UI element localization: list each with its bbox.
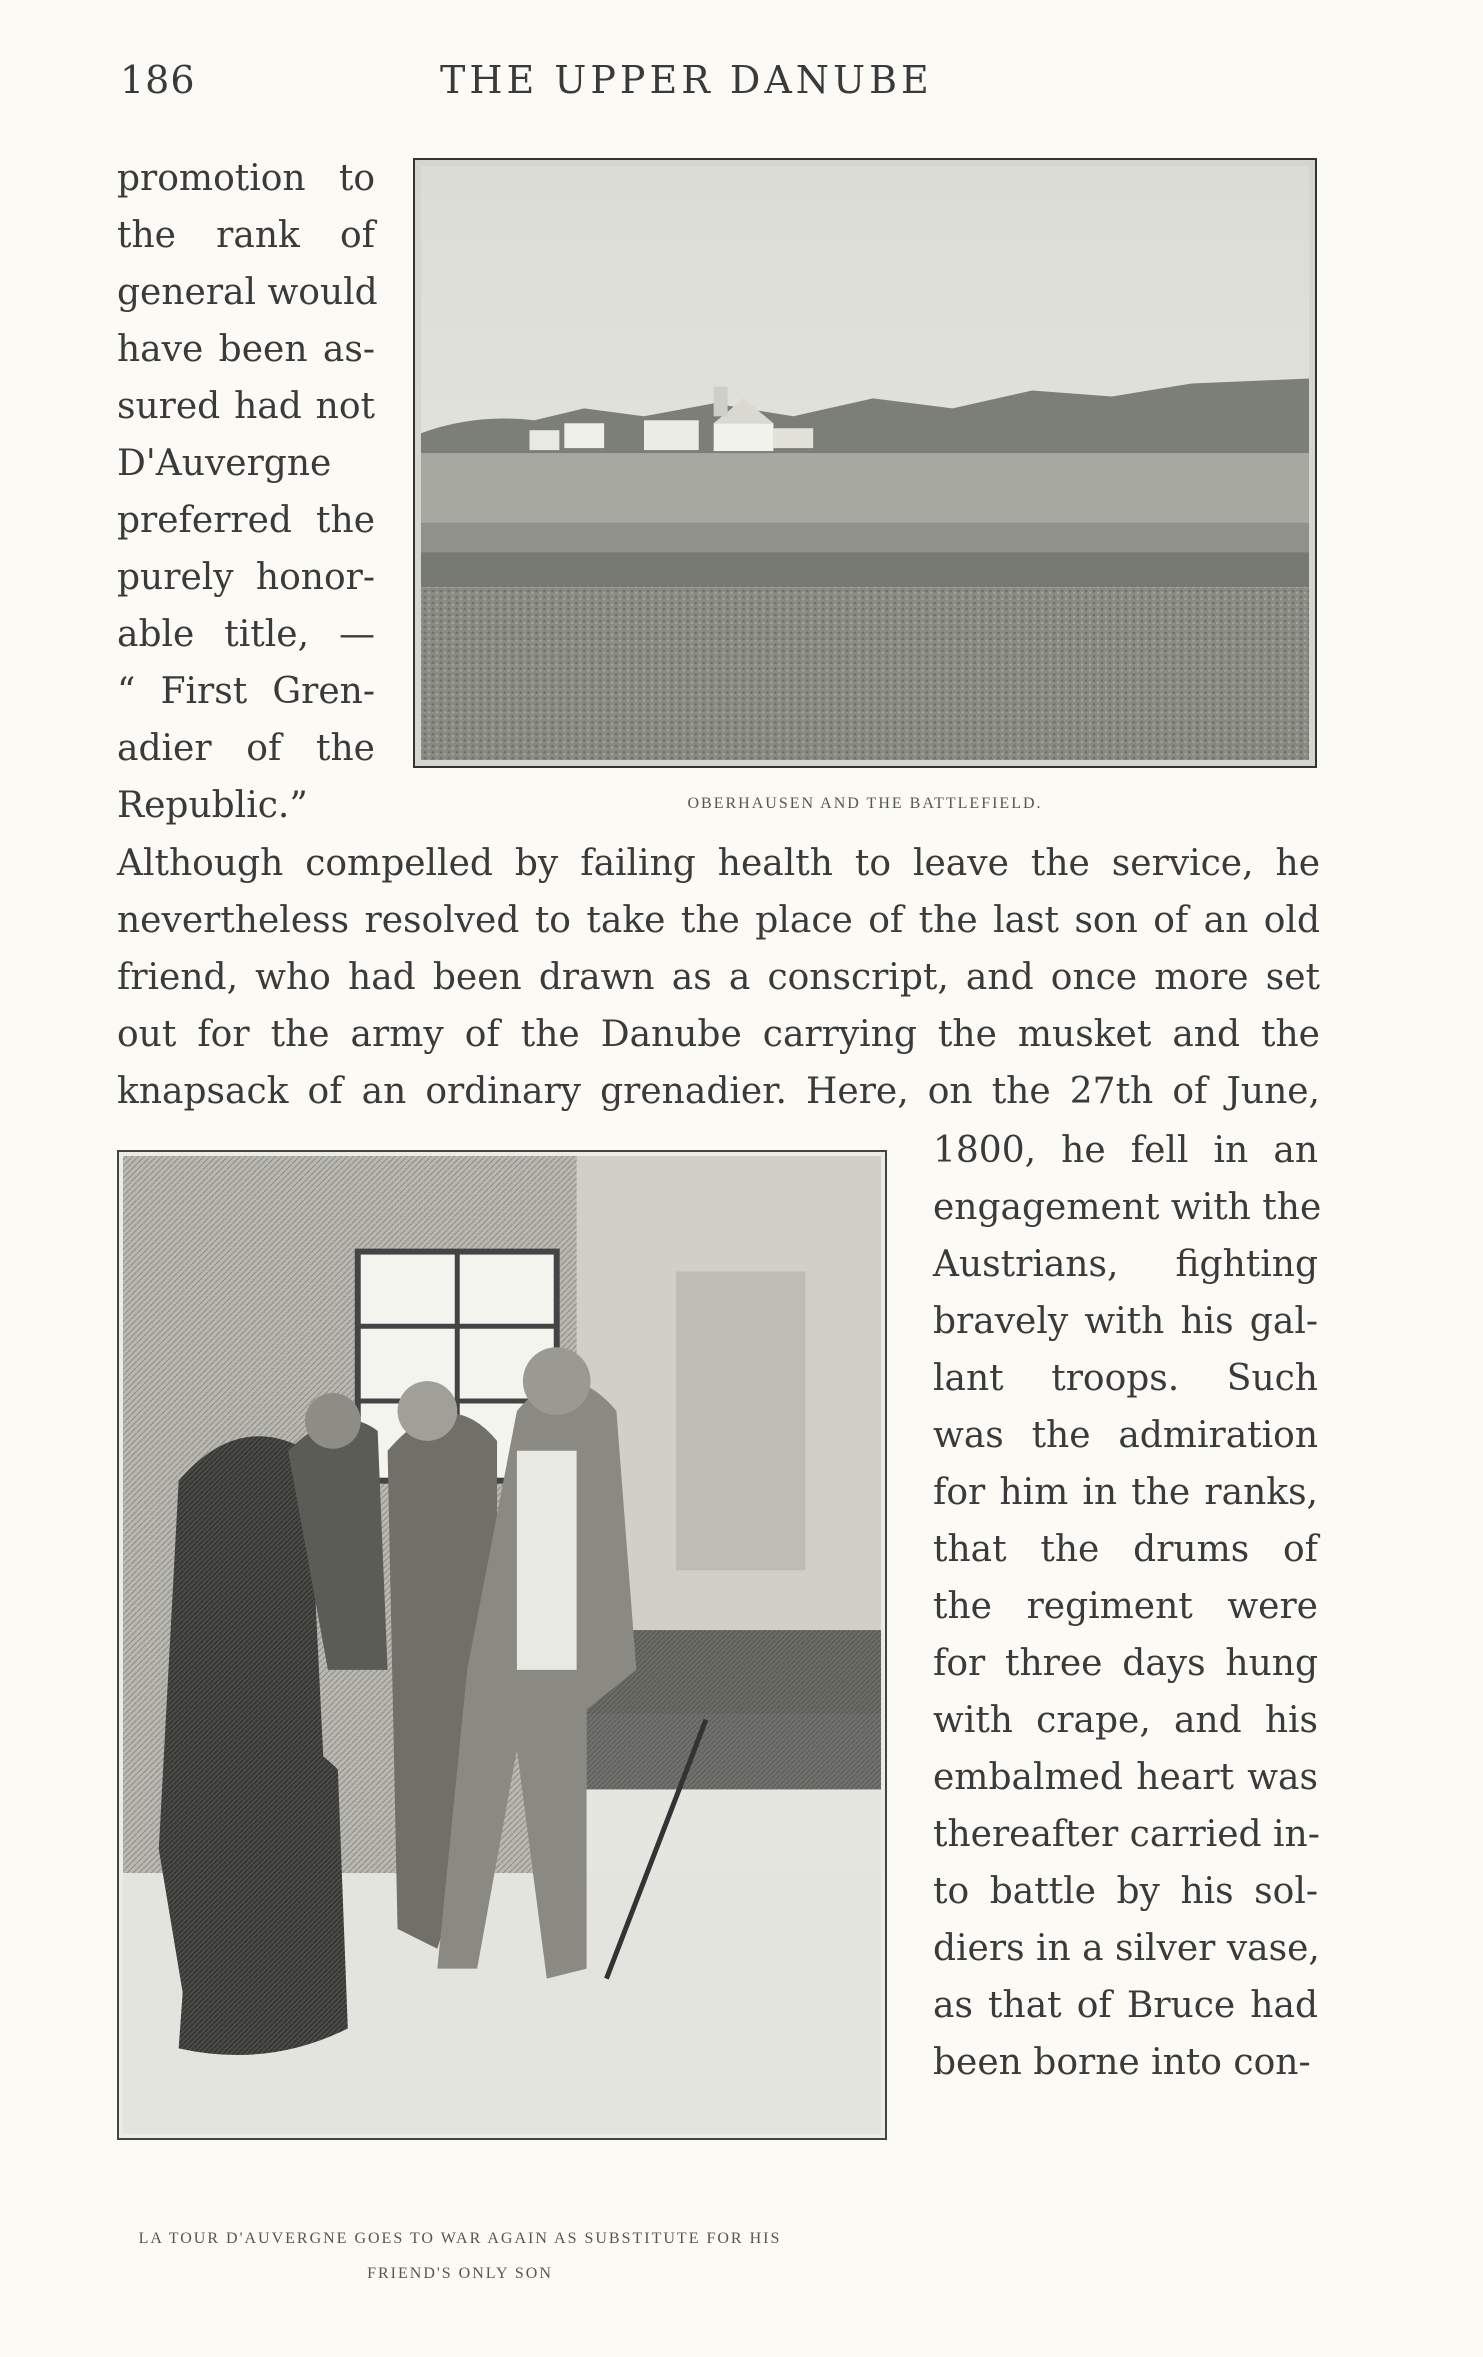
text-line: Republic.” [117, 785, 308, 826]
text-line: 1800, he fell in an [933, 1130, 1318, 1171]
figure-oberhausen-photo [413, 158, 1317, 768]
text-line: to battle by his sol- [933, 1871, 1318, 1912]
running-title: THE UPPER DANUBE [440, 58, 933, 102]
text-line: able title, — [117, 614, 375, 655]
text-line: with crape, and his [933, 1700, 1318, 1741]
figure-engraving [117, 1150, 887, 2140]
text-line: diers in a silver vase, [933, 1928, 1320, 1969]
text-line: for him in the ranks, [933, 1472, 1318, 1513]
engraving-caption-line2: FRIEND'S ONLY SON [367, 2265, 553, 2282]
text-line: general would [117, 272, 378, 313]
text-line: nevertheless resolved to take the place of the last son of an old [117, 900, 1320, 941]
text-line: bravely with his gal- [933, 1301, 1318, 1342]
text-line: the regiment were [933, 1586, 1318, 1627]
landscape-image [415, 160, 1315, 766]
text-line: for three days hung [933, 1643, 1318, 1684]
engraving-caption-line1: LA TOUR D'AUVERGNE GOES TO WAR AGAIN AS SUBSTITUTE FOR HIS [138, 2230, 782, 2247]
text-line: promotion to [117, 158, 375, 199]
text-line: as that of Bruce had [933, 1985, 1318, 2026]
page-number: 186 [120, 58, 196, 102]
engraving-image [119, 1152, 885, 2138]
text-line: out for the army of the Danube carrying the musket and the [117, 1014, 1320, 1055]
text-line: Austrians, fighting [933, 1244, 1318, 1285]
text-line: embalmed heart was [933, 1757, 1318, 1798]
paragraph-full-width [117, 835, 1320, 1120]
figure-caption: OBERHAUSEN AND THE BATTLEFIELD. [687, 795, 1043, 812]
text-line: that the drums of [933, 1529, 1318, 1570]
text-line: been borne into con- [933, 2042, 1311, 2083]
text-line: adier of the [117, 728, 375, 769]
text-line: D'Auvergne [117, 443, 332, 484]
text-line: knapsack of an ordinary grenadier. Here, on the 27th of June, [117, 1071, 1320, 1112]
text-line: have been as- [117, 329, 375, 370]
text-line: “ First Gren- [117, 671, 375, 712]
text-column-top-left [117, 150, 378, 834]
text-line: thereafter carried in- [933, 1814, 1320, 1855]
text-line: was the admiration [933, 1415, 1318, 1456]
text-line: Although compelled by failing health to leave the service, he [117, 843, 1320, 884]
text-column-right [933, 1122, 1322, 2091]
text-line: the rank of [117, 215, 375, 256]
text-line: friend, who had been drawn as a conscript, and once more set [117, 957, 1320, 998]
text-line: preferred the [117, 500, 375, 541]
text-line: engagement with the [933, 1187, 1322, 1228]
text-line: lant troops. Such [933, 1358, 1318, 1399]
text-line: sured had not [117, 386, 375, 427]
text-line: purely honor- [117, 557, 375, 598]
